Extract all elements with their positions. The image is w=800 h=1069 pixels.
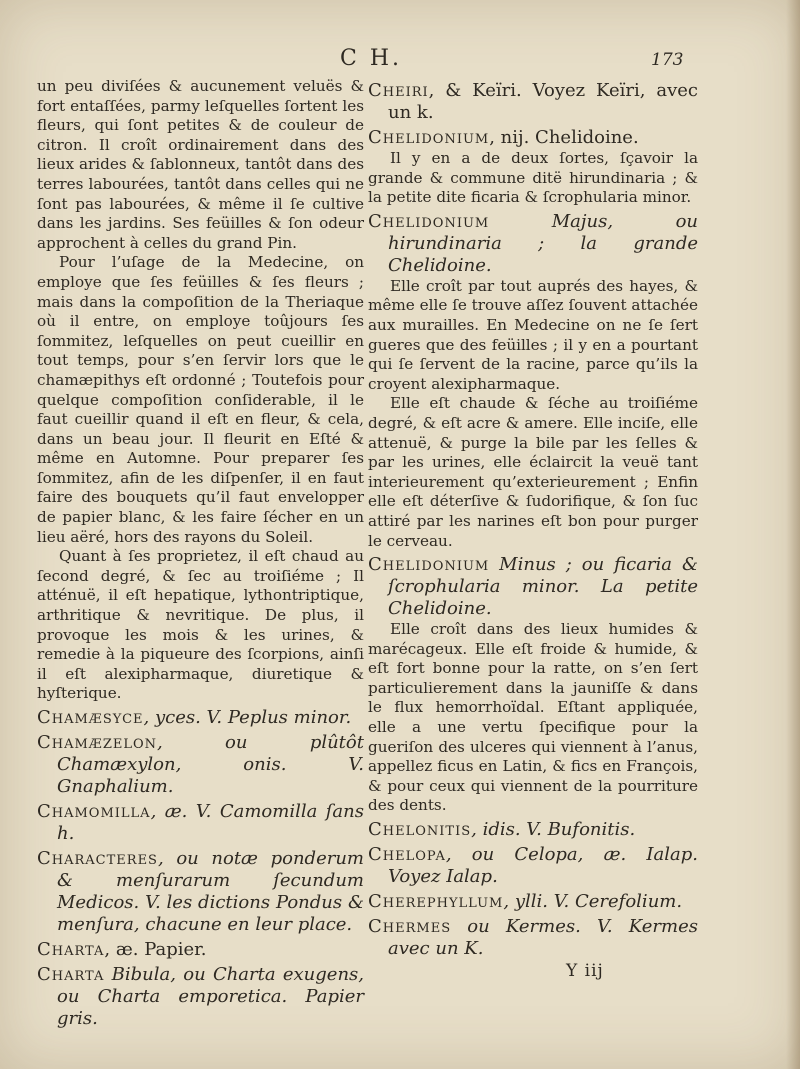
entry-headword: Chelopa: [368, 844, 446, 866]
right-column: [368, 77, 698, 960]
entry-headword: Chamæsyce: [37, 707, 144, 728]
page-number: 173: [651, 50, 684, 70]
entry-headword: Chelonitis: [368, 819, 472, 841]
entry-headword: Cheiri: [368, 80, 429, 101]
entry-text: , æ. Papier.: [104, 939, 207, 960]
entry-text: Minus ; ou ficaria & ſcrophularia minor. La petite Chelidoine.: [388, 554, 698, 620]
entry-text: , ylli. V. Cerefolium.: [503, 891, 683, 913]
entry-chelidonium-majus: [368, 211, 698, 277]
entry-text: , yces. V. Peplus minor.: [143, 707, 352, 728]
entry-text: , æ. V. Camomilla ſans h.: [57, 801, 364, 844]
paragraph: Elle croît dans des lieux humides & marécageux. Elle eſt froide & humide, & eſt fort bonne pour la ratte, on s’en ſert particulierement dans la jauniſſe & dans le flux hemorrhoïdal. Eſtant appliquée, elle a une vertu ſpecifique pour la gueriſon des ulceres qui viennent à l’anus, appellez ficus en Latin, & fics en François, & pour ceux qui viennent de la pourriture des dents.: [368, 620, 698, 815]
entry-cherephyllum: [368, 891, 698, 913]
entry-chelonitis: [368, 819, 698, 841]
left-column: [37, 77, 364, 1030]
entry-text: , ou plûtôt Chamæxylon, onis. V. Gnaphalium.: [57, 732, 364, 797]
entry-text: Bibula, ou Charta exugens, ou Charta emporetica. Papier gris.: [57, 964, 364, 1029]
entry-charta: [37, 939, 364, 961]
entry-charta-bibula: [37, 964, 364, 1030]
entry-headword: Characteres: [37, 848, 158, 869]
entry-text: , idis. V. Bufonitis.: [471, 819, 636, 841]
entry-headword: Chermes: [368, 916, 452, 938]
entry-text: ou Kermes. V. Kermes avec un K.: [388, 916, 698, 960]
entry-text: Majus, ou hirundinaria ; la grande Chelidoine.: [388, 210, 698, 276]
paragraph: Pour l’uſage de la Medecine, on employe que ſes feüilles & ſes fleurs ; mais dans la compoſition de la Theriaque où il entre, on employe toûjours ſes ſommitez, leſquelles on peut cueillir en tout temps, pour s’en ſervir lors que le chamæpithys eſt ordonné ; Toutefois pour quelque compoſition conſiderable, il le faut cueillir quand il eſt en fleur, & cela, dans un beau jour. Il fleurit en Eſté & même en Automne. Pour preparer ſes ſommitez, afin de les diſpenſer, il en faut faire des bouquets qu’il faut envelopper de papier blanc, & les faire ſécher en un lieu aëré, hors des rayons du Soleil.: [37, 253, 364, 546]
entry-headword: Chelidonium: [368, 127, 490, 148]
entry-cheiri: [368, 80, 698, 124]
entry-headword: Charta: [37, 964, 105, 985]
entry-headword: Cherephyllum: [368, 891, 504, 913]
entry-text: , ou Celopa, æ. Ialap. Voyez Ialap.: [388, 844, 698, 888]
entry-headword: Chamæzelon: [37, 732, 158, 753]
paragraph: un peu diviſées & aucunement veluës & fort entaſſées, parmy leſquelles ſortent les fleurs, qui ſont petites & de couleur de citron. Il croît ordinairement dans des lieux arides & ſablonneux, tantôt dans des terres labourées, tantôt dans celles qui ne ſont pas labourées, & même il ſe cultive dans les jardins. Ses feüilles & ſon odeur approchent à celles du grand Pin.: [37, 77, 364, 252]
entry-text: , & Keïri. Voyez Keïri, avec un k.: [388, 80, 698, 123]
signature-mark: Y iij: [566, 961, 604, 981]
paragraph: Elle croît par tout auprés des hayes, & même elle ſe trouve aſſez ſouvent attachée aux murailles. En Medecine on ne ſe ſert gueres que des feüilles ; il y en a pourtant qui ſe ſervent de la racine, parce qu’ils la croyent alexipharmaque.: [368, 276, 698, 393]
entry-headword: Charta: [37, 939, 105, 960]
entry-chamaezelon: [37, 732, 364, 798]
entry-chelidonium: [368, 127, 698, 149]
running-head: C H.: [340, 46, 403, 71]
entry-chelidonium-minus: [368, 554, 698, 620]
entry-chelopa: [368, 844, 698, 888]
paragraph: Elle eſt chaude & ſéche au troiſiéme degré, & eſt acre & amere. Elle inciſe, elle attenuë, & purge la bile par les ſelles & par les urines, elle éclaircit la veuë tant interieurement qu’exterieurement ; Enfin elle eſt déterſive & ſudorifique, & ſon ſuc attiré par les narines eſt bon pour purger le cerveau.: [368, 394, 698, 550]
entry-headword: Chelidonium: [368, 554, 490, 576]
entry-text: , nij. Chelidoine.: [489, 127, 639, 148]
paragraph: Quant à ſes proprietez, il eſt chaud au ſecond degré, & ſec au troiſiéme ; Il atténuë, il eſt hepatique, lythontriptique, arthritique & nevritique. De plus, il provoque les mois & les urines, & remedie à la piqueure des ſcorpions, ainſi il eſt alexipharmaque, diuretique & hyſterique.: [37, 547, 364, 703]
paragraph: Il y en a de deux ſortes, ſçavoir la grande & commune ditë hirundinaria ; & la petite dite ficaria & ſcrophularia minor.: [368, 149, 698, 207]
entry-headword: Chelidonium: [368, 210, 490, 232]
entry-text: , ou notæ ponderum & menſurarum ſecundum Medicos. V. les dictions Pondus & menſura, chacune en leur place.: [57, 848, 364, 935]
entry-chamaesyce: [37, 707, 364, 729]
entry-chermes: [368, 916, 698, 960]
entry-headword: Chamomilla: [37, 801, 151, 822]
entry-chamomilla: [37, 801, 364, 845]
page-edge-shadow: [786, 0, 800, 1069]
entry-characteres: [37, 848, 364, 936]
